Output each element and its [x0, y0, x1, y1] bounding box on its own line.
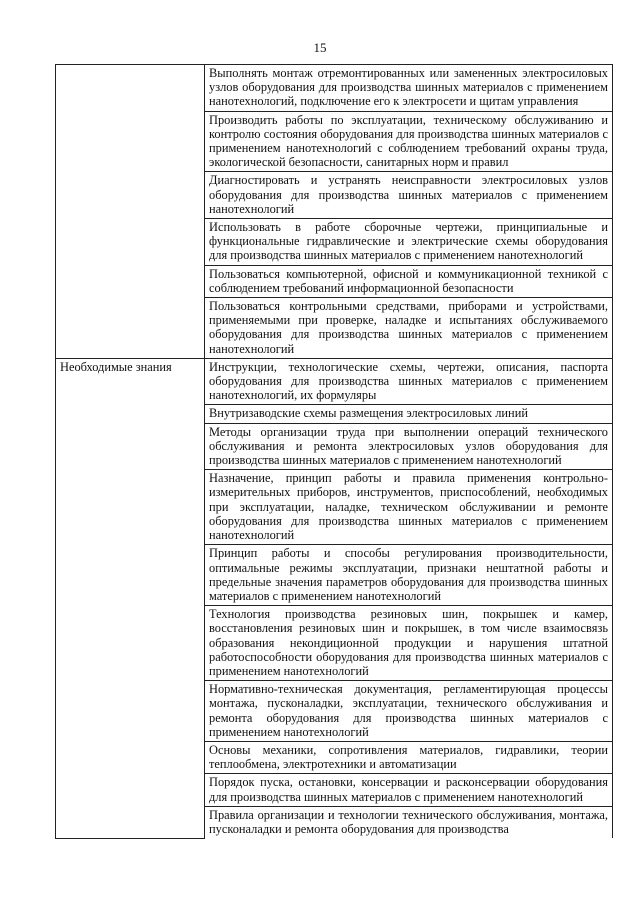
skill-cell: Использовать в работе сборочные чертежи, принципиальные и функциональные гидравлические и электрические схемы оборудования для производства шинных материалов с применением нанотехнологий: [205, 219, 613, 266]
skill-cell: Диагностировать и устранять неисправности электросиловых узлов оборудования для производства шинных материалов с применением нанотехнологий: [205, 172, 613, 219]
knowledge-cell: Назначение, принцип работы и правила применения контрольно-измерительных приборов, инструментов, приспособлений, необходимых при эксплуатации, наладке, техническом обслуживании и ремонте оборудования для производства шинных материалов с применением нанотехнологий: [205, 470, 613, 545]
table-row: [56, 358, 613, 405]
knowledge-cell: Принцип работы и способы регулирования производительности, оптимальные режимы эксплуатации, признаки нештатной работы и предельные значения параметров оборудования для производства шинных материалов с применением нанотехнологий: [205, 545, 613, 606]
knowledge-cell: Нормативно-техническая документация, регламентирующая процессы монтажа, пусконаладки, эксплуатации, технического обслуживания и ремонта оборудования для производства шинных материалов с применением нанотехнологий: [205, 681, 613, 742]
skill-cell: Пользоваться компьютерной, офисной и коммуникационной техникой с соблюдением требований информационной безопасности: [205, 265, 613, 297]
knowledge-cell: Правила организации и технологии технического обслуживания, монтажа, пусконаладки и ремонта оборудования для производства: [205, 806, 613, 838]
knowledge-cell: Технология производства резиновых шин, покрышек и камер, восстановления резиновых шин и покрышек, в том числе взаимосвязь образования некондиционной продукции и нарушения штатной работоспособности оборудования для производства шинных материалов с применением нанотехнологий: [205, 606, 613, 681]
table-row: [56, 65, 613, 112]
knowledge-cell: Порядок пуска, остановки, консервации и расконсервации оборудования для производства шинных материалов с применением нанотехнологий: [205, 774, 613, 806]
required-knowledge-label: Необходимые знания: [56, 358, 205, 838]
knowledge-cell: Внутризаводские схемы размещения электросиловых линий: [205, 405, 613, 423]
skill-cell: Выполнять монтаж отремонтированных или замененных электросиловых узлов оборудования для производства шинных материалов с применением нанотехнологий, подключение его к электросети и щитам управления: [205, 65, 613, 112]
skill-cell: Производить работы по эксплуатации, техническому обслуживанию и контролю состояния оборудования для производства шинных материалов с применением нанотехнологий с соблюдением требований охраны труда, экологической безопасности, санитарных норм и правил: [205, 111, 613, 172]
knowledge-cell: Основы механики, сопротивления материалов, гидравлики, теории теплообмена, электротехники и автоматизации: [205, 741, 613, 773]
knowledge-cell: Инструкции, технологические схемы, чертежи, описания, паспорта оборудования для производства шинных материалов с применением нанотехнологий, их формуляры: [205, 358, 613, 405]
skill-cell: Пользоваться контрольными средствами, приборами и устройствами, применяемыми при проверке, наладке и испытаниях обслуживаемого оборудования для производства шинных материалов с применением нанотехнологий: [205, 298, 613, 359]
page-number: 15: [313, 40, 327, 55]
competency-table: [55, 64, 613, 839]
knowledge-cell: Методы организации труда при выполнении операций технического обслуживания и ремонта электросиловых узлов оборудования для производства шинных материалов с применением нанотехнологий: [205, 423, 613, 470]
row-label: [56, 65, 205, 359]
